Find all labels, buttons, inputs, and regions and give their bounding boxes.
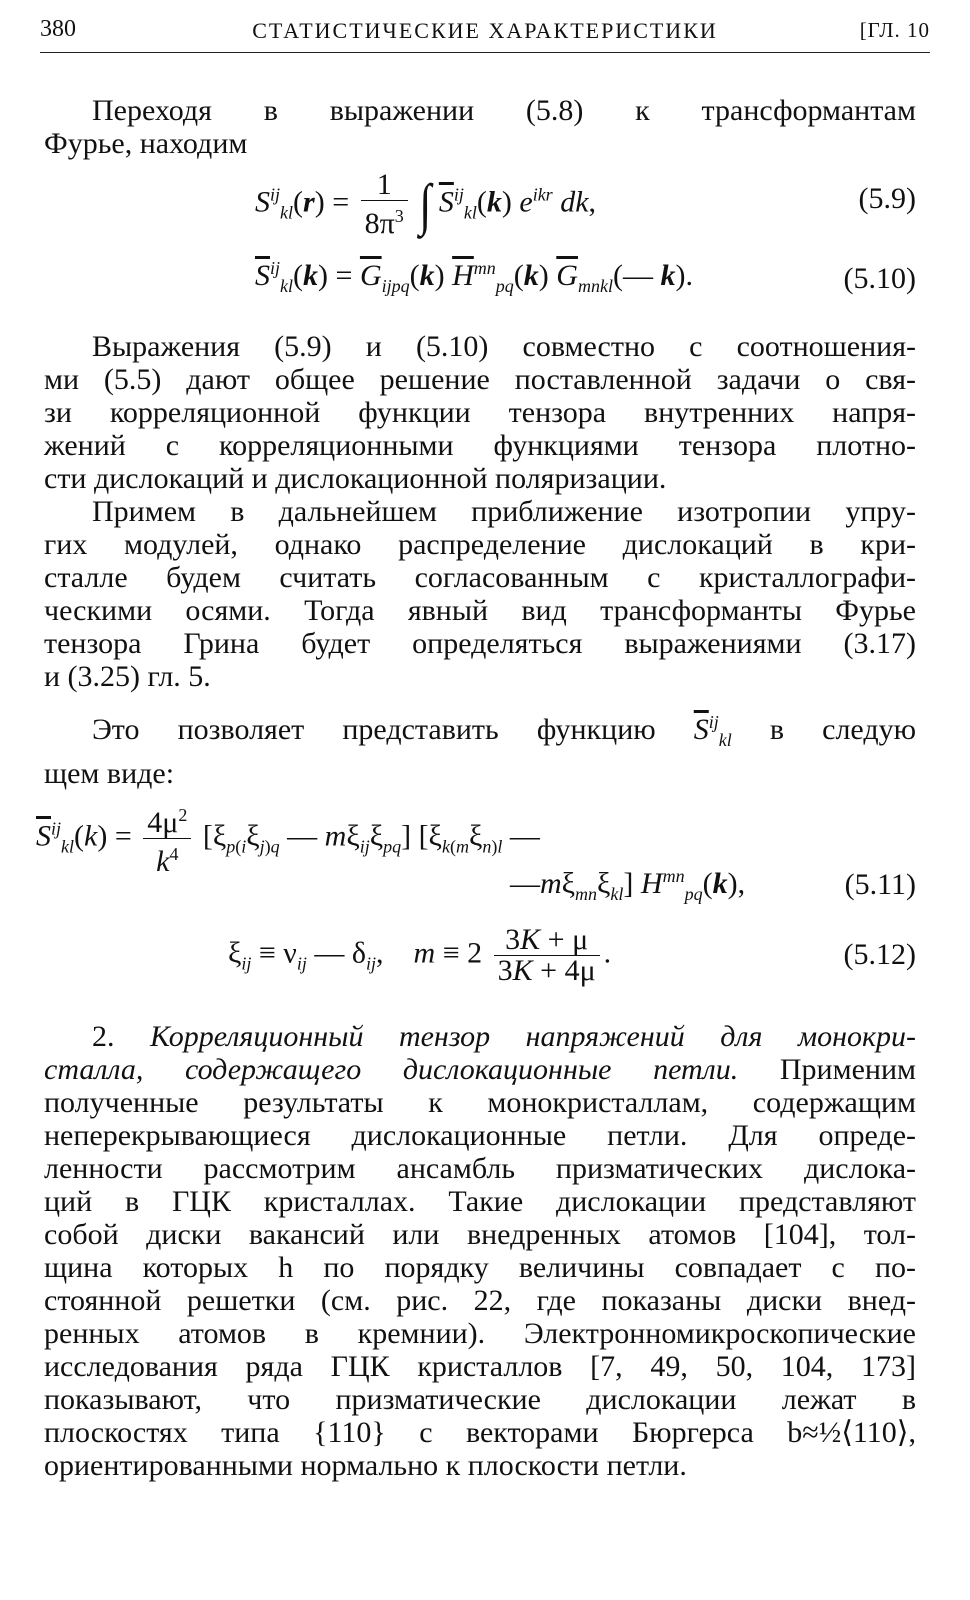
text-line: неперекрывающиеся дислокационные петли. Для опреде- <box>44 1119 916 1152</box>
paragraph-4 <box>44 706 916 790</box>
text-line: ренных атомов в кремнии). Электронномикроскопические <box>44 1317 916 1350</box>
text-line <box>44 1020 916 1053</box>
equation-number: (5.11) <box>844 868 916 901</box>
text-line: ленности рассмотрим ансамбль призматических дислока- <box>44 1152 916 1185</box>
section-2 <box>44 1020 916 1482</box>
text-line: и (3.25) гл. 5. <box>44 660 211 693</box>
text-line: Выражения (5.9) и (5.10) совместно с соотношения- <box>92 330 916 363</box>
text-line: гих модулей, однако распределение дислокаций в кри- <box>44 528 916 561</box>
equation-5-11-cont: $—m\xi_{mn}\xi_{kl}$] $H^{mn}_{pq}(k)$, <box>510 866 746 904</box>
text-line: сталла, содержащего дислокационные петли. Применим <box>44 1053 916 1086</box>
text-line: собой диски вакансий или внедренных атомов [104], тол- <box>44 1218 916 1251</box>
text-line: щем виде: <box>44 757 175 790</box>
text-line: полученные результаты к монокристаллам, содержащим <box>44 1086 916 1119</box>
text-line: Переходя в выражении (5.8) к трансформантам <box>92 94 916 127</box>
text-line: ми (5.5) дают общее решение поставленной задачи о свя- <box>44 363 916 396</box>
text-line: стоянной решетки (см. рис. 22, где показаны диски внед- <box>44 1284 916 1317</box>
text-line: жений с корреляционными функциями тензора плотно- <box>44 429 916 462</box>
equation-number: (5.12) <box>843 938 916 971</box>
chapter-label: [ГЛ. 10 <box>859 18 930 42</box>
section-title: сталла, содержащего дислокационные петли. <box>44 1053 739 1086</box>
text-line: исследования ряда ГЦК кристаллов [7, 49, 50, 104, 173] <box>44 1350 916 1383</box>
running-title: СТАТИСТИЧЕСКИЕ ХАРАКТЕРИСТИКИ <box>252 18 718 43</box>
text-line: показывают, что призматические дислокации лежат в <box>44 1383 916 1416</box>
text-line: сталле будем считать согласованным с кристаллографи- <box>44 561 916 594</box>
equation-number: (5.10) <box>843 262 916 295</box>
section-number: 2. <box>92 1020 115 1053</box>
equation-5-11: $\overline{S}^{ij}_{kl}(k)$ = $\frac{4\mu^2}{k^4}$ [$\xi_{p(i}\xi_{j)q}$ — $m\xi_{ij}\xi_{pq}$] [$\xi_{k(m}\xi_{n)l}$ — <box>36 800 540 877</box>
text-line: тензора Грина будет определяться выражениями (3.17) <box>44 627 916 660</box>
page-number: 380 <box>40 16 76 42</box>
text-line: щина которых h по порядку величины совпадает с по- <box>44 1251 916 1284</box>
section-title: Корреляционный тензор напряжений для монокри- <box>150 1020 916 1053</box>
paragraph-2 <box>44 330 916 495</box>
text-line: ций в ГЦК кристаллах. Такие дислокации представляют <box>44 1185 916 1218</box>
header-rule <box>40 52 930 53</box>
paragraph-3 <box>44 495 916 693</box>
text-line: плоскостях типа {110} с векторами Бюргерса b≈½⟨110⟩, <box>44 1416 916 1449</box>
text-line: Это позволяет представить функцию $\overline{S}^{ij}_{kl}$ в следую <box>92 712 917 750</box>
equation-5-12: $\xi_{ij} \equiv \nu_{ij}$ — $\delta_{ij}$, m ≡ 2 $\frac{3K + \mu}{3K + 4\mu}$ . <box>228 923 612 987</box>
equation-5-10: $\overline{S}^{ij}_{kl}(k) = \overline{G}_{ijpq}(k)$ $\overline{H}^{mn}_{pq}(k)$ $\overline{G}_{mnkl}(—$ k). <box>255 258 693 296</box>
text-line: ческими осями. Тогда явный вид трансформанты Фурье <box>44 594 916 627</box>
text-line: Фурье, находим <box>44 127 248 160</box>
paragraph-intro <box>44 94 916 160</box>
equation-number: (5.9) <box>858 182 916 215</box>
text-line: Примем в дальнейшем приближение изотропии упру- <box>92 495 916 528</box>
text-line: зи корреляционной функции тензора внутренних напря- <box>44 396 916 429</box>
text-line: сти дислокаций и дислокационной поляризации. <box>44 462 667 495</box>
equation-5-9: $S^{ij}_{kl}(r)$ = $\frac{1}{8\pi^3}$ ∫ $\overline{S}^{ij}_{kl}(k)$ $e^{ikr}$ dk, <box>255 168 597 240</box>
text-line: ориентированными нормально к плоскости петли. <box>44 1449 687 1482</box>
running-header <box>40 10 930 50</box>
